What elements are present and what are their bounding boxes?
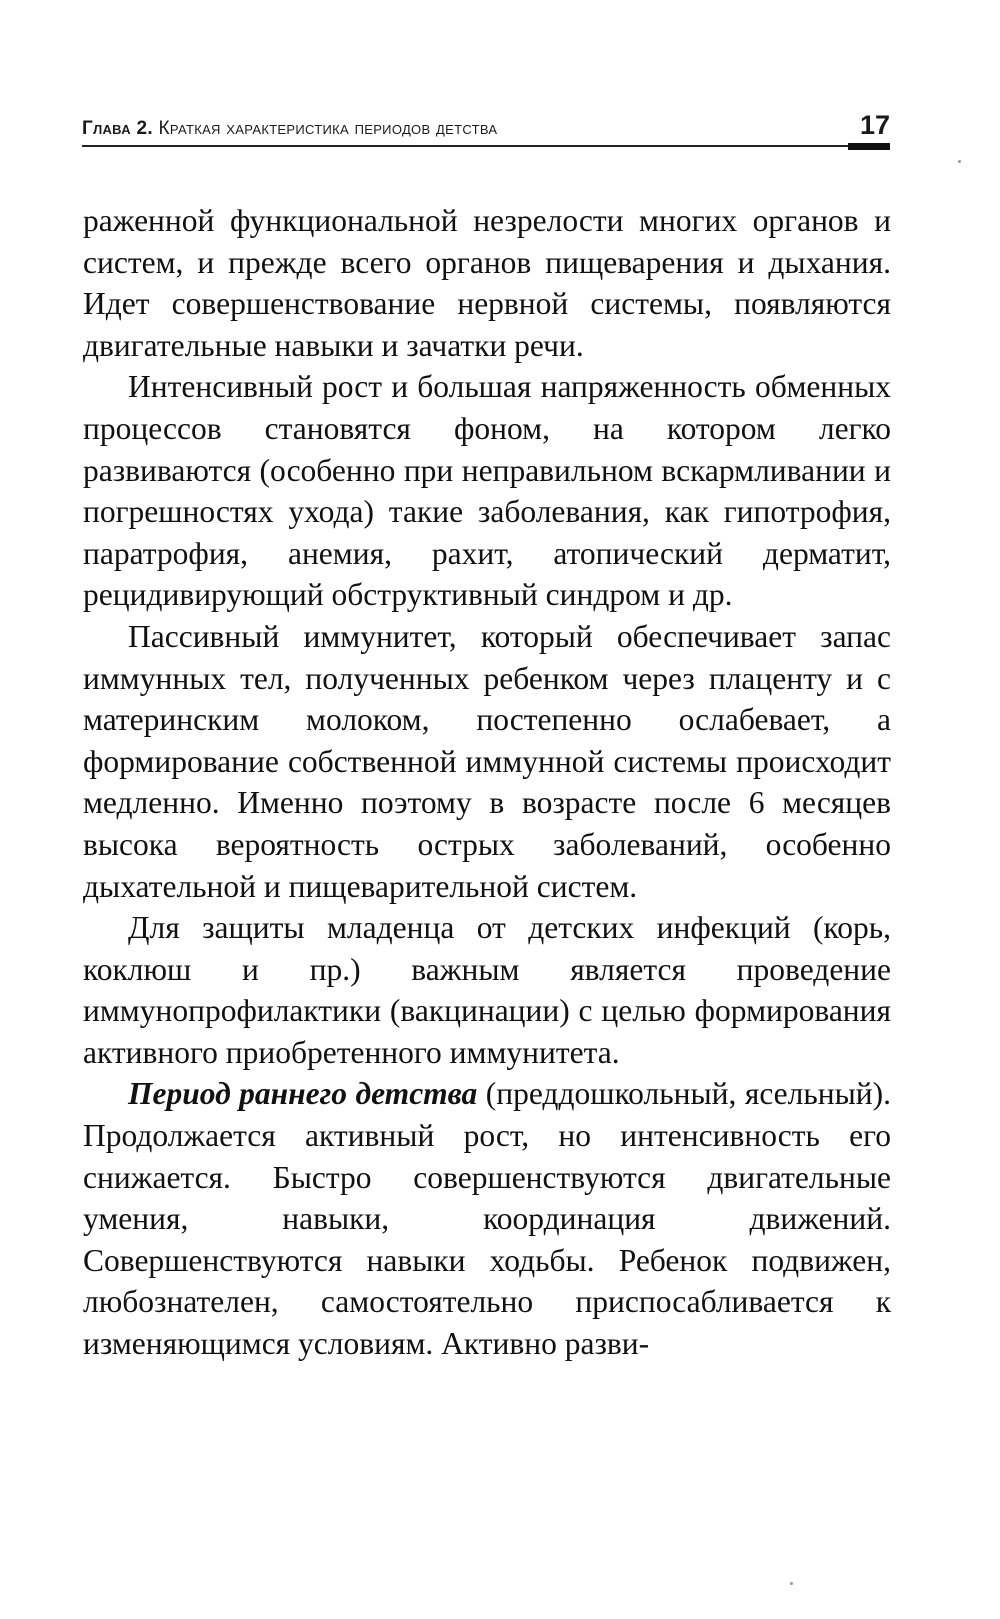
term-early-childhood: Период раннего детства [128,1076,478,1112]
paragraph-early-childhood-text: (преддошкольный, ясельный). Продолжается активный рост, но интенсивность его снижается. Быстро совершенствуются двигательные умения, навыки, координация движений. Совершенствуются навыки ходьбы. Ребенок подвижен, любознателен, самостоятельно приспосабливается к изменяющимся условиям. Активно разви- [83,1076,891,1362]
paragraph-continuation: раженной функциональной незрелости многих органов и систем, и прежде всего органов пищеварения и дыхания. Идет совершенствование нервной системы, появляются двигательные навыки и зачатки речи. [83,203,891,363]
scan-speck [790,1582,793,1585]
paragraph-passive-immunity: Пассивный иммунитет, который обеспечивает запас иммунных тел, полученных ребенком через плаценту и с материнским молоком, постепенно ослабевает, а формирование собственной иммунной системы происходит медленно. Именно поэтому в возрасте после 6 месяцев высока вероятность острых заболеваний, особенно дыхательной и пищеварительной систем. [83,618,891,904]
paragraph-metabolism: Интенсивный рост и большая напряженность обменных процессов становятся фоном, на котором легко развиваются (особенно при неправильном вскармливании и погрешностях ухода) такие заболевания, как гипотрофия, паратрофия, анемия, рахит, атопический дерматит, рецидивирующий обструктивный синдром и др. [83,369,891,613]
chapter-heading [82,118,497,140]
chapter-label: Глава 2. [82,118,153,139]
paragraph-vaccination: Для защиты младенца от детских инфекций (корь, коклюш и пр.) важным является проведение иммунопрофилактики (вакцинации) с целью формирования активного приобретенного иммунитета. [83,910,891,1070]
chapter-title: Краткая характеристика периодов детства [158,118,498,139]
paragraph-early-childhood [83,1073,891,1364]
scan-speck [958,160,961,163]
header-rule [82,145,890,147]
body-text [83,200,891,1365]
running-head [82,108,890,152]
page-number: 17 [859,110,890,140]
header-rule-accent [848,143,890,150]
